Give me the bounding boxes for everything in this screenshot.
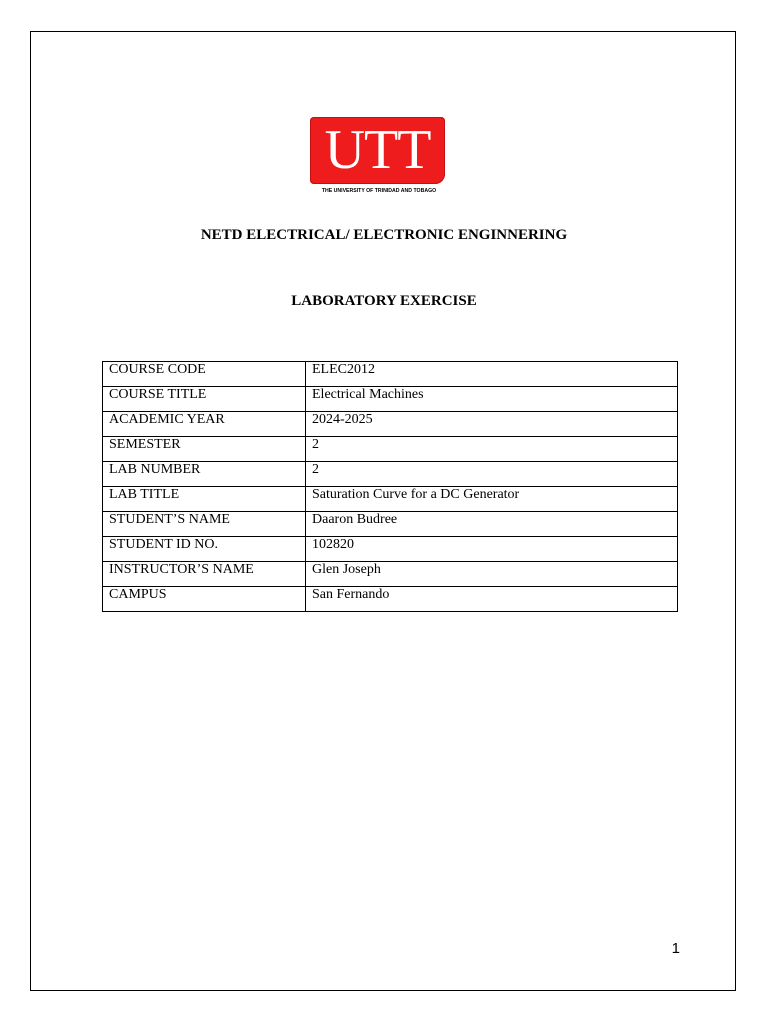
row-label: SEMESTER: [103, 437, 306, 462]
table-row: [103, 462, 678, 487]
table-row: [103, 487, 678, 512]
row-value: 102820: [306, 537, 678, 562]
row-value: 2: [306, 437, 678, 462]
table-row: [103, 537, 678, 562]
row-label: LAB TITLE: [103, 487, 306, 512]
row-label: COURSE TITLE: [103, 387, 306, 412]
logo-subtitle: THE UNIVERSITY OF TRINIDAD AND TOBAGO: [321, 188, 437, 194]
row-label: INSTRUCTOR’S NAME: [103, 562, 306, 587]
table-row: [103, 412, 678, 437]
row-label: ACADEMIC YEAR: [103, 412, 306, 437]
document-title: LABORATORY EXERCISE: [291, 293, 477, 309]
row-label: STUDENT ID NO.: [103, 537, 306, 562]
row-value: 2024-2025: [306, 412, 678, 437]
row-value: San Fernando: [306, 587, 678, 612]
row-label: COURSE CODE: [103, 362, 306, 387]
row-value: Glen Joseph: [306, 562, 678, 587]
row-label: LAB NUMBER: [103, 462, 306, 487]
table-row: [103, 562, 678, 587]
table-row: [103, 512, 678, 537]
department-heading: NETD ELECTRICAL/ ELECTRONIC ENGINNERING: [200, 227, 568, 243]
table-row: [103, 387, 678, 412]
course-info-table: [102, 361, 678, 612]
page-number: 1: [671, 940, 680, 957]
row-value: ELEC2012: [306, 362, 678, 387]
logo-letters: UTT: [324, 119, 431, 181]
row-value: Daaron Budree: [306, 512, 678, 537]
row-value: Electrical Machines: [306, 387, 678, 412]
row-value: Saturation Curve for a DC Generator: [306, 487, 678, 512]
utt-logo: [309, 117, 449, 197]
table-row: [103, 362, 678, 387]
table-row: [103, 437, 678, 462]
row-label: CAMPUS: [103, 587, 306, 612]
row-value: 2: [306, 462, 678, 487]
row-label: STUDENT’S NAME: [103, 512, 306, 537]
table-row: [103, 587, 678, 612]
